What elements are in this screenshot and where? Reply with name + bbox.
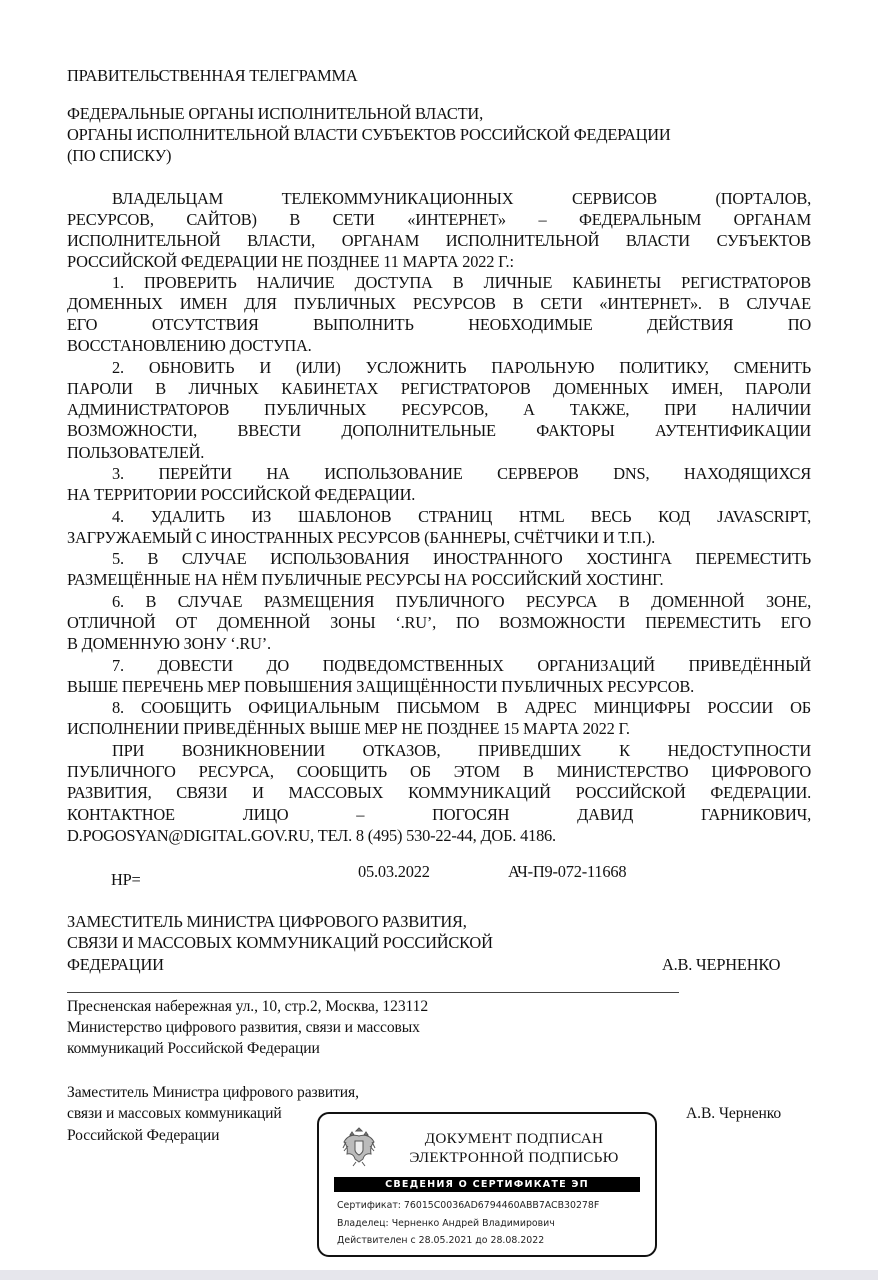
address-line: коммуникаций Российской Федерации (67, 1040, 320, 1057)
addressee-line: ФЕДЕРАЛЬНЫЕ ОРГАНЫ ИСПОЛНИТЕЛЬНОЙ ВЛАСТИ, (67, 104, 483, 123)
item-line: 5. В СЛУЧАЕ ИСПОЛЬЗОВАНИЯ ИНОСТРАННОГО ХОСТИНГА ПЕРЕМЕСТИТЬ (112, 549, 811, 568)
document-date: 05.03.2022 (358, 862, 430, 881)
item-line: ЗАГРУЖАЕМЫЙ С ИНОСТРАННЫХ РЕСУРСОВ (БАННЕРЫ, СЧЁТЧИКИ И Т.П.). (67, 528, 656, 547)
signatory-title-line: СВЯЗИ И МАССОВЫХ КОММУНИКАЦИЙ РОССИЙСКОЙ (67, 933, 493, 952)
intro-line: РЕСУРСОВ, САЙТОВ) В СЕТИ «ИНТЕРНЕТ» – ФЕДЕРАЛЬНЫМ ОРГАНАМ (67, 210, 811, 229)
signatory-name: А.В. ЧЕРНЕНКО (662, 955, 781, 974)
stamp-title-line: ДОКУМЕНТ ПОДПИСАН (424, 1130, 604, 1147)
closing-line: КОНТАКТНОЕ ЛИЦО – ПОГОСЯН ДАВИД ГАРНИКОВИЧ, (67, 805, 811, 824)
addressee-line: (ПО СПИСКУ) (67, 146, 172, 165)
divider-line (67, 992, 679, 993)
electronic-signature-stamp (317, 1112, 657, 1257)
item-line: 8. СООБЩИТЬ ОФИЦИАЛЬНЫМ ПИСЬМОМ В АДРЕС МИНЦИФРЫ РОССИИ ОБ (112, 698, 811, 717)
closing-line: РАЗВИТИЯ, СВЯЗИ И МАССОВЫХ КОММУНИКАЦИЙ РОССИЙСКОЙ ФЕДЕРАЦИИ. (67, 783, 811, 802)
address-line: Пресненская набережная ул., 10, стр.2, Москва, 123112 (67, 998, 429, 1015)
signatory-lower-line: Российской Федерации (67, 1127, 220, 1144)
intro-line: ВЛАДЕЛЬЦАМ ТЕЛЕКОММУНИКАЦИОННЫХ СЕРВИСОВ (ПОРТАЛОВ, (112, 189, 811, 208)
nr-marker: НР= (111, 870, 141, 889)
item-line: РАЗМЕЩЁННЫЕ НА НЁМ ПУБЛИЧНЫЕ РЕСУРСЫ НА РОССИЙСКИЙ ХОСТИНГ. (67, 570, 664, 589)
signatory-title-line: ФЕДЕРАЦИИ (67, 955, 164, 974)
addressee-line: ОРГАНЫ ИСПОЛНИТЕЛЬНОЙ ВЛАСТИ СУБЪЕКТОВ РОССИЙСКОЙ ФЕДЕРАЦИИ (67, 125, 671, 144)
signatory-title-line: ЗАМЕСТИТЕЛЬ МИНИСТРА ЦИФРОВОГО РАЗВИТИЯ, (67, 912, 467, 931)
document-header: ПРАВИТЕЛЬСТВЕННАЯ ТЕЛЕГРАММА (67, 66, 358, 85)
item-line: 6. В СЛУЧАЕ РАЗМЕЩЕНИЯ ПУБЛИЧНОГО РЕСУРСА В ДОМЕННОЙ ЗОНЕ, (112, 592, 811, 611)
item-line: ИСПОЛНЕНИИ ПРИВЕДЁННЫХ ВЫШЕ МЕР НЕ ПОЗДНЕЕ 15 МАРТА 2022 Г. (67, 719, 630, 738)
item-line: ПОЛЬЗОВАТЕЛЕЙ. (67, 443, 205, 462)
address-line: Министерство цифрового развития, связи и массовых (67, 1019, 420, 1036)
stamp-title (379, 1129, 649, 1167)
certificate-number: Сертификат: 76015C0036AD6794460ABB7ACB30278F (337, 1200, 600, 1211)
item-line: ЕГО ОТСУТСТВИЯ ВЫПОЛНИТЬ НЕОБХОДИМЫЕ ДЕЙСТВИЯ ПО (67, 315, 811, 334)
intro-line: РОССИЙСКОЙ ФЕДЕРАЦИИ НЕ ПОЗДНЕЕ 11 МАРТА 2022 Г.: (67, 252, 514, 271)
coat-of-arms-icon (341, 1124, 377, 1168)
item-line: 2. ОБНОВИТЬ И (ИЛИ) УСЛОЖНИТЬ ПАРОЛЬНУЮ ПОЛИТИКУ, СМЕНИТЬ (112, 358, 811, 377)
stamp-title-line: ЭЛЕКТРОННОЙ ПОДПИСЬЮ (409, 1149, 619, 1166)
item-line: 7. ДОВЕСТИ ДО ПОДВЕДОМСТВЕННЫХ ОРГАНИЗАЦИЙ ПРИВЕДЁННЫЙ (112, 656, 811, 675)
signatory-lower-line: Заместитель Министра цифрового развития, (67, 1084, 359, 1101)
certificate-validity: Действителен с 28.05.2021 до 28.08.2022 (337, 1235, 545, 1246)
item-line: 1. ПРОВЕРИТЬ НАЛИЧИЕ ДОСТУПА В ЛИЧНЫЕ КАБИНЕТЫ РЕГИСТРАТОРОВ (112, 273, 811, 292)
item-line: ВОССТАНОВЛЕНИЮ ДОСТУПА. (67, 336, 312, 355)
item-line: ВЫШЕ ПЕРЕЧЕНЬ МЕР ПОВЫШЕНИЯ ЗАЩИЩЁННОСТИ ПУБЛИЧНЫХ РЕСУРСОВ. (67, 677, 695, 696)
item-line: АДМИНИСТРАТОРОВ ПУБЛИЧНЫХ РЕСУРСОВ, А ТАКЖЕ, ПРИ НАЛИЧИИ (67, 400, 811, 419)
closing-line: ПРИ ВОЗНИКНОВЕНИИ ОТКАЗОВ, ПРИВЕДШИХ К НЕДОСТУПНОСТИ (112, 741, 811, 760)
item-line: ОТЛИЧНОЙ ОТ ДОМЕННОЙ ЗОНЫ ‘.RU’, ПО ВОЗМОЖНОСТИ ПЕРЕМЕСТИТЬ ЕГО (67, 613, 811, 632)
item-line: ДОМЕННЫХ ИМЕН ДЛЯ ПУБЛИЧНЫХ РЕСУРСОВ В СЕТИ «ИНТЕРНЕТ». В СЛУЧАЕ (67, 294, 811, 313)
item-line: В ДОМЕННУЮ ЗОНУ ‘.RU’. (67, 634, 271, 653)
certificate-owner: Владелец: Черненко Андрей Владимирович (337, 1218, 555, 1229)
item-line: 3. ПЕРЕЙТИ НА ИСПОЛЬЗОВАНИЕ СЕРВЕРОВ DNS, НАХОДЯЩИХСЯ (112, 464, 811, 483)
item-line: ВОЗМОЖНОСТИ, ВВЕСТИ ДОПОЛНИТЕЛЬНЫЕ ФАКТОРЫ АУТЕНТИФИКАЦИИ (67, 421, 811, 440)
item-line: ПАРОЛИ В ЛИЧНЫХ КАБИНЕТАХ РЕГИСТРАТОРОВ ДОМЕННЫХ ИМЕН, ПАРОЛИ (67, 379, 811, 398)
certificate-info-bar: СВЕДЕНИЯ О СЕРТИФИКАТЕ ЭП (334, 1177, 640, 1192)
intro-line: ИСПОЛНИТЕЛЬНОЙ ВЛАСТИ, ОРГАНАМ ИСПОЛНИТЕЛЬНОЙ ВЛАСТИ СУБЪЕКТОВ (67, 231, 811, 250)
item-line: НА ТЕРРИТОРИИ РОССИЙСКОЙ ФЕДЕРАЦИИ. (67, 485, 416, 504)
bottom-strip (0, 1270, 878, 1280)
closing-line: ПУБЛИЧНОГО РЕСУРСА, СООБЩИТЬ ОБ ЭТОМ В МИНИСТЕРСТВО ЦИФРОВОГО (67, 762, 811, 781)
closing-line: D.POGOSYAN@DIGITAL.GOV.RU, ТЕЛ. 8 (495) 530-22-44, ДОБ. 4186. (67, 826, 556, 845)
signatory-lower-name: А.В. Черненко (686, 1105, 782, 1122)
item-line: 4. УДАЛИТЬ ИЗ ШАБЛОНОВ СТРАНИЦ HTML ВЕСЬ КОД JAVASCRIPT, (112, 507, 811, 526)
signatory-lower-line: связи и массовых коммуникаций (67, 1105, 282, 1122)
document-number: АЧ-П9-072-11668 (508, 862, 627, 881)
